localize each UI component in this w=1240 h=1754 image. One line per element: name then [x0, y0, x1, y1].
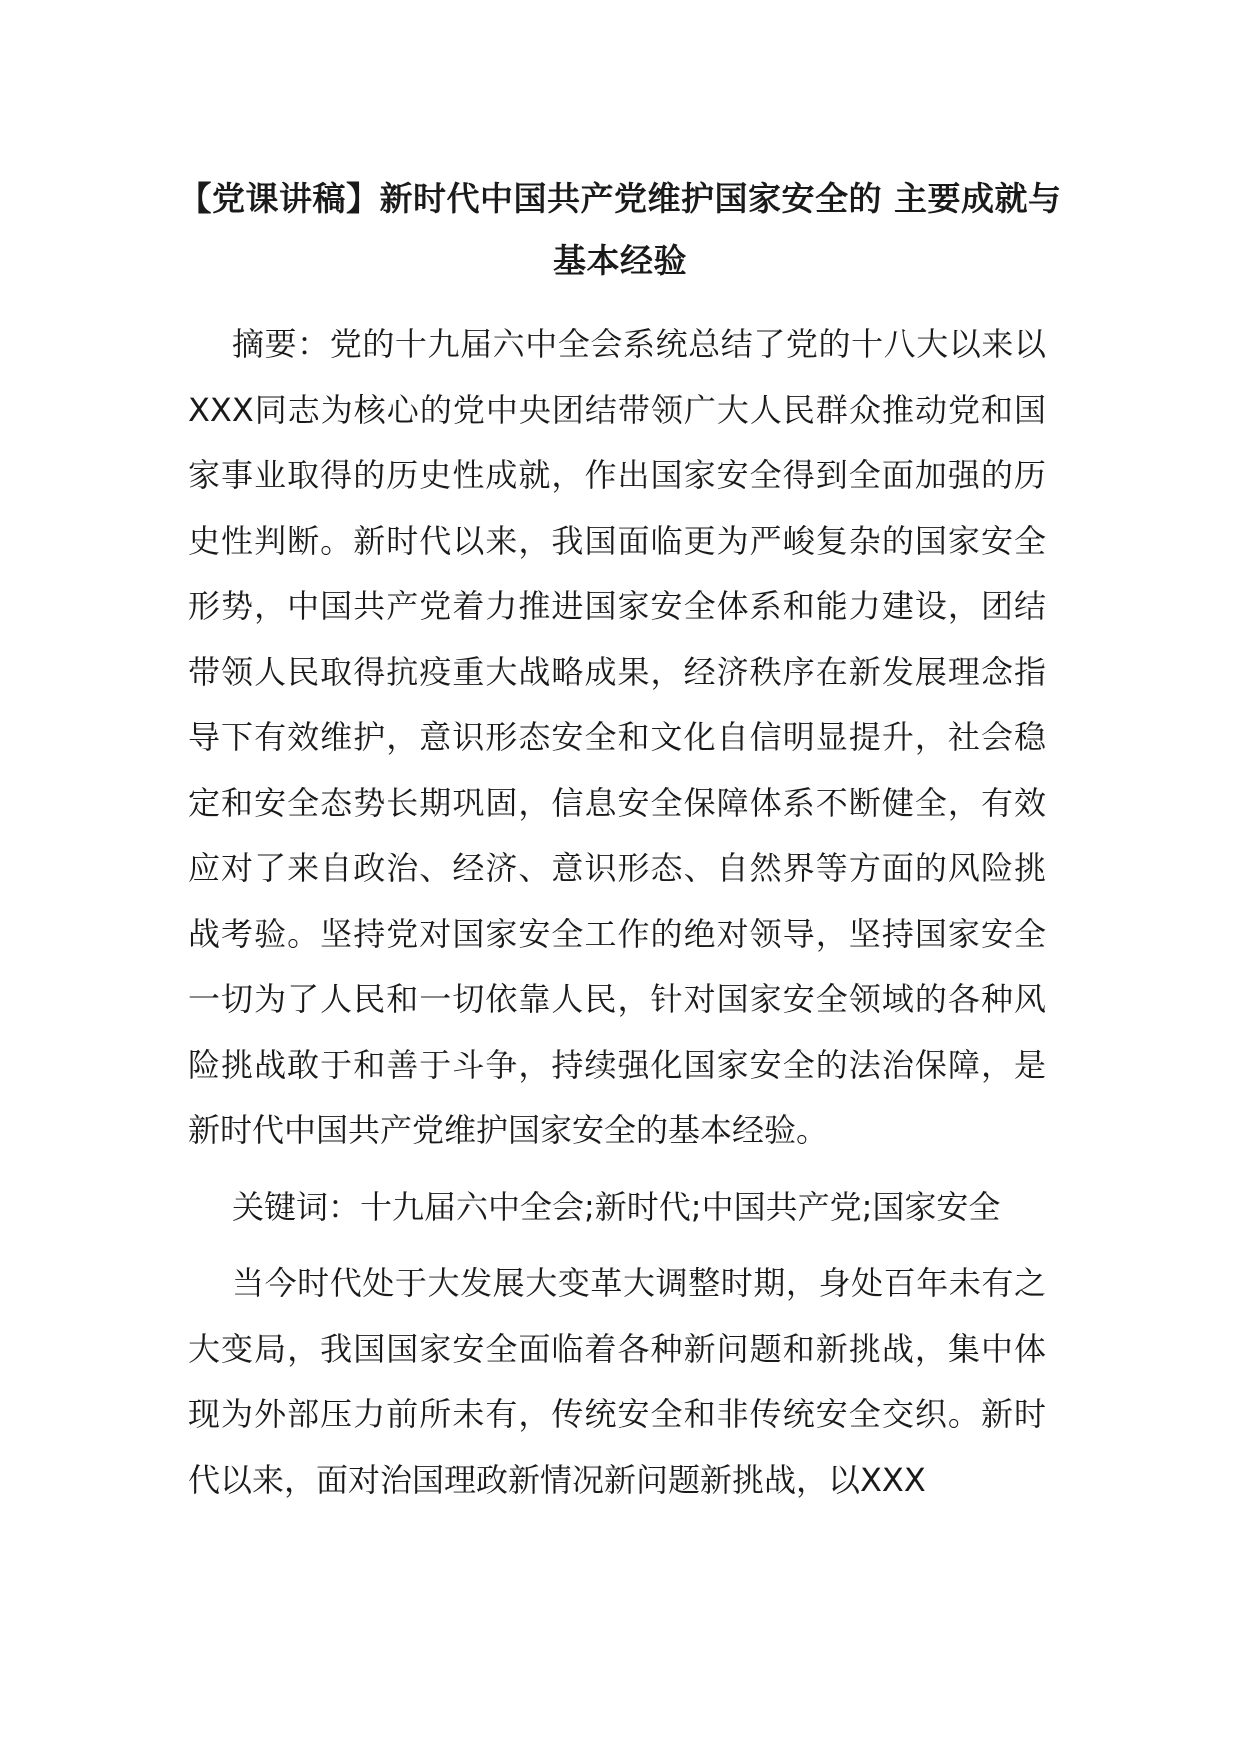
document-title: [170, 168, 1070, 292]
keywords-paragraph: 关键词：十九届六中全会;新时代;中国共产党;国家安全: [232, 1187, 1001, 1226]
document-body: [188, 312, 1046, 1524]
abstract-paragraph: 摘要：党的十九届六中全会系统总结了党的十八大以来以XXX同志为核心的党中央团结带领广大人民群众推动党和国家事业取得的历史性成就，作出国家安全得到全面加强的历史性判断。新时代以来，我国面临更为严峻复杂的国家安全形势，中国共产党着力推进国家安全体系和能力建设，团结带领人民取得抗疫重大战略成果，经济秩序在新发展理念指导下有效维护，意识形态安全和文化自信明显提升，社会稳定和安全态势长期巩固，信息安全保障体系不断健全，有效应对了来自政治、经济、意识形态、自然界等方面的风险挑战考验。坚持党对国家安全工作的绝对领导，坚持国家安全一切为了人民和一切依靠人民，针对国家安全领域的各种风险挑战敢于和善于斗争，持续强化国家安全的法治保障，是新时代中国共产党维护国家安全的基本经验。: [188, 325, 1046, 1149]
title-line-1: 【党课讲稿】新时代中国共产党维护国家安全的 主要成就与: [178, 179, 1062, 218]
body-paragraph-1: 当今时代处于大发展大变革大调整时期，身处百年未有之大变局，我国国家安全面临着各种新问题和新挑战，集中体现为外部压力前所未有，传统安全和非传统安全交织。新时代以来，面对治国理政新情况新问题新挑战，以XXX: [188, 1264, 1046, 1499]
title-line-2: 基本经验: [553, 241, 687, 280]
